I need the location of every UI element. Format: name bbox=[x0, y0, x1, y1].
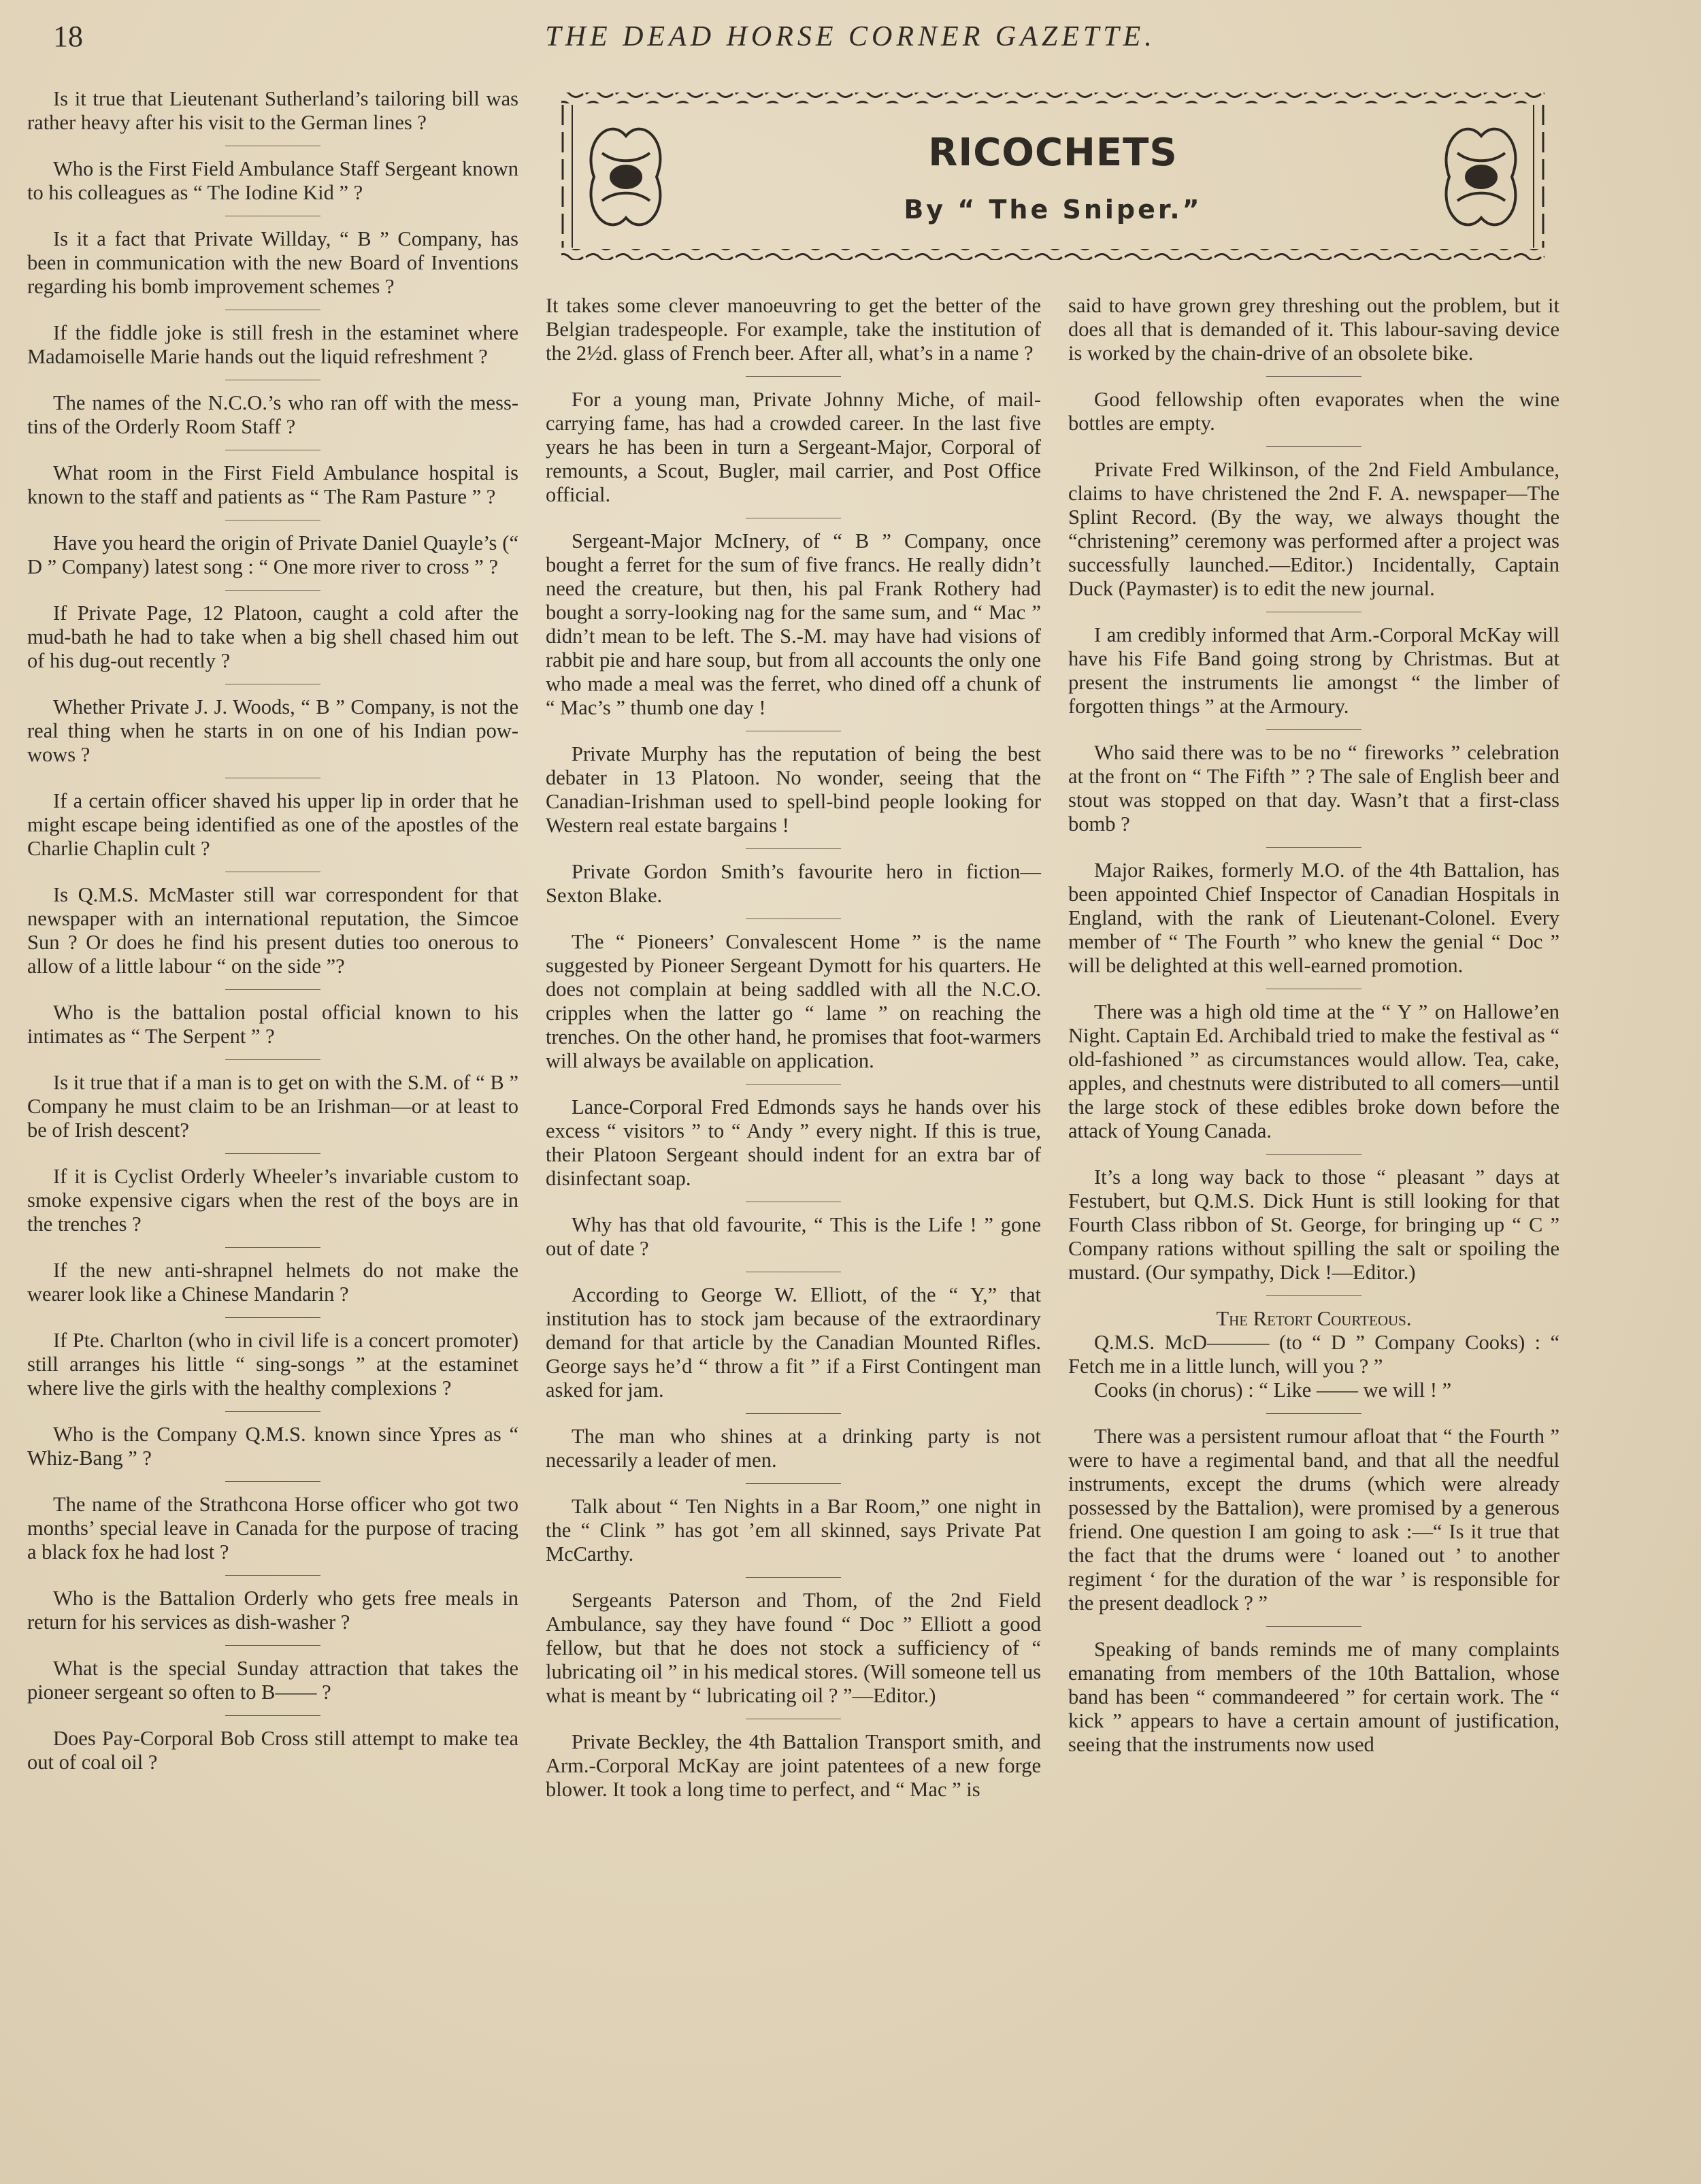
running-title: THE DEAD HORSE CORNER GAZETTE. bbox=[545, 21, 1156, 52]
ricochet-item: Who is the First Field Ambulance Staff Sergeant known to his colleagues as “ The Iodine Kid ” ? bbox=[27, 157, 518, 204]
ricochet-item: Speaking of bands reminds me of many complaints emanating from members of the 10th Battalion, whose band has been “ commandeered ” for certain work. The “ kick ” appears to have a certain amount of justification, seeing that the instruments now used bbox=[1068, 1638, 1559, 1756]
retort-line: Cooks (in chorus) : “ Like —— we will ! ” bbox=[1094, 1378, 1452, 1402]
ornamental-border bbox=[555, 88, 1551, 267]
page-number: 18 bbox=[53, 20, 83, 53]
ricochet-item: Why has that old favourite, “ This is the Life ! ” gone out of date ? bbox=[546, 1213, 1041, 1260]
ricochet-item: If Pte. Charlton (who in civil life is a concert promoter) still arranges his little “ sing-songs ” at the estaminet where live the girls with the healthy complexions ? bbox=[27, 1329, 518, 1400]
ricochet-item: The names of the N.C.O.’s who ran off with the mess-tins of the Orderly Room Staff ? bbox=[27, 391, 518, 438]
ricochet-item: What room in the First Field Ambulance hospital is known to the staff and patients as “ The Ram Pasture ” ? bbox=[27, 461, 518, 508]
column-left bbox=[27, 87, 518, 1774]
retort-heading: The Retort Courteous. bbox=[1216, 1307, 1412, 1330]
ricochet-item: Is it true that if a man is to get on with the S.M. of “ B ” Company he must claim to be an Irishman—or at least to be of Irish descent? bbox=[27, 1071, 518, 1142]
ricochet-item: Who is the battalion postal official known to his intimates as “ The Serpent ” ? bbox=[27, 1001, 518, 1048]
ricochet-item: I am credibly informed that Arm.-Corporal McKay will have his Fife Band going strong by Christmas. But at present the instruments lie amongst “ the limber of forgotten things ” at the Armoury. bbox=[1068, 623, 1559, 718]
ricochet-item: Is it true that Lieutenant Sutherland’s tailoring bill was rather heavy after his visit to the German lines ? bbox=[27, 87, 518, 134]
ricochet-item: If it is Cyclist Orderly Wheeler’s invariable custom to smoke expensive cigars when the rest of the boys are in the trenches ? bbox=[27, 1165, 518, 1236]
ricochet-item: The man who shines at a drinking party is not necessarily a leader of men. bbox=[546, 1425, 1041, 1472]
ricochet-item: Who said there was to be no “ fireworks ” celebration at the front on “ The Fifth ” ? The sale of English beer and stout was stopped on that day. Wasn’t that a first-class bomb ? bbox=[1068, 741, 1559, 835]
ricochet-item: There was a persistent rumour afloat that “ the Fourth ” were to have a regimental band, and that all the needful instruments, except the drums (which were already possessed by the Battalion), were promised by a generous friend. One question I am going to ask :—“ Is it true that the fact that the drums were ‘ loaned out ’ to another regiment ‘ for the duration of the war ’ is responsible for the present deadlock ? ” bbox=[1068, 1425, 1559, 1615]
ricochet-item: Is it a fact that Private Willday, “ B ” Company, has been in communication with the new Board of Inventions regarding his bomb improvement schemes ? bbox=[27, 227, 518, 298]
ricochet-item: Talk about “ Ten Nights in a Bar Room,” one night in the “ Clink ” has got ’em all skinned, says Private Pat McCarthy. bbox=[546, 1495, 1041, 1566]
ricochet-item: What is the special Sunday attraction that takes the pioneer sergeant so often to B—— ? bbox=[27, 1657, 518, 1704]
ricochet-item: The name of the Strathcona Horse officer who got two months’ special leave in Canada for the purpose of tracing a black fox he had lost ? bbox=[27, 1493, 518, 1563]
ricochet-item: The “ Pioneers’ Convalescent Home ” is the name suggested by Pioneer Sergeant Dymott for his quarters. He does not complain at being saddled with all the N.C.O. cripples when the latter go “ lame ” on reaching the trenches. On the other hand, he promises that foot-warmers will always be available on application. bbox=[546, 930, 1041, 1072]
retort-line: Q.M.S. McD——— (to “ D ” Company Cooks) : “ Fetch me in a little lunch, will you ? ” bbox=[1068, 1331, 1559, 1378]
ricochet-item: If Private Page, 12 Platoon, caught a cold after the mud-bath he had to take when a big shell chased him out of his dug-out recently ? bbox=[27, 601, 518, 672]
ricochet-item: Who is the Battalion Orderly who gets free meals in return for his services as dish-washer ? bbox=[27, 1587, 518, 1634]
section-title: RICOCHETS bbox=[928, 131, 1178, 175]
ricochet-item: If a certain officer shaved his upper lip in order that he might escape being identified as one of the apostles of the Charlie Chaplin cult ? bbox=[27, 789, 518, 860]
ricochet-item: Is Q.M.S. McMaster still war correspondent for that newspaper with an international reputation, the Simcoe Sun ? Or does he find his present duties too onerous to allow of a little labour “ on the side ”? bbox=[27, 883, 518, 978]
ricochet-item: Sergeant-Major McInery, of “ B ” Company, once bought a ferret for the sum of five francs. He really didn’t need the creature, but then, his pal Frank Rothery had bought a sorry-looking nag for the same sum, and “ Mac ” didn’t mean to be left. The S.-M. may have had visions of rabbit pie and hare soup, but from all accounts the only one who made a meal was the ferret, who dined off a chunk of “ Mac’s ” thumb one day ! bbox=[546, 529, 1041, 719]
section-byline: By “ The Sniper.” bbox=[904, 195, 1202, 225]
column-middle bbox=[546, 294, 1041, 1802]
ricochet-item: If the fiddle joke is still fresh in the estaminet where Madamoiselle Marie hands out the liquid refreshment ? bbox=[27, 321, 518, 368]
ricochet-item: There was a high old time at the “ Y ” on Hallowe’en Night. Captain Ed. Archibald tried to make the festival as “ old-fashioned ” as circumstances would allow. Tea, cake, apples, and chestnuts were distributed to all comers—until the large stock of these edibles broke down before the attack of Young Canada. bbox=[1068, 1000, 1559, 1142]
ricochet-item: Lance-Corporal Fred Edmonds says he hands over his excess “ visitors ” to “ Andy ” every night. If this is true, their Platoon Sergeant should indent for an extra bar of disinfectant soap. bbox=[546, 1095, 1041, 1190]
ricochet-item: Does Pay-Corporal Bob Cross still attempt to make tea out of coal oil ? bbox=[27, 1727, 518, 1774]
ricochet-item: It’s a long way back to those “ pleasant ” days at Festubert, but Q.M.S. Dick Hunt is still looking for that Fourth Class ribbon of St. George, for bringing up “ C ” Company rations without spilling the salt or spoiling the mustard. (Our sympathy, Dick !—Editor.) bbox=[1068, 1165, 1559, 1284]
ricochet-item: Good fellowship often evaporates when the wine bottles are empty. bbox=[1068, 388, 1559, 435]
ricochet-item: Whether Private J. J. Woods, “ B ” Company, is not the real thing when he starts in on one of his Indian pow-wows ? bbox=[27, 695, 518, 766]
ricochet-item: Major Raikes, formerly M.O. of the 4th Battalion, has been appointed Chief Inspector of Canadian Hospitals in England, with the rank of Lieutenant-Colonel. Every member of “ The Fourth ” who knew the genial “ Doc ” will be delighted at this well-earned promotion. bbox=[1068, 859, 1559, 977]
ricochet-item: According to George W. Elliott, of the “ Y,” that institution has to stock jam because of the extraordinary demand for that article by the Canadian Mounted Rifles. George says he’d “ throw a fit ” if a First Contingent man asked for jam. bbox=[546, 1283, 1041, 1402]
ricochets-banner bbox=[555, 88, 1551, 267]
ricochet-item: Have you heard the origin of Private Daniel Quayle’s (“ D ” Company) latest song : “ One more river to cross ” ? bbox=[27, 531, 518, 578]
ricochet-item: Private Gordon Smith’s favourite hero in fiction—Sexton Blake. bbox=[546, 860, 1041, 907]
column-right bbox=[1068, 294, 1559, 1757]
ricochet-item: Private Murphy has the reputation of being the best debater in 13 Platoon. No wonder, seeing that the Canadian-Irishman used to spell-bind people looking for Western real estate bargains ! bbox=[546, 742, 1041, 837]
ricochet-item: said to have grown grey threshing out the problem, but it does all that is demanded of it. This labour-saving device is worked by the chain-drive of an obsolete bike. bbox=[1068, 294, 1559, 365]
ricochet-item: Who is the Company Q.M.S. known since Ypres as “ Whiz-Bang ” ? bbox=[27, 1423, 518, 1470]
ricochet-item: For a young man, Private Johnny Miche, of mail-carrying fame, has had a crowded career. In the last five years he has been in turn a Sergeant-Major, Corporal of remounts, a Scout, Bugler, mail carrier, and Post Office official. bbox=[546, 388, 1041, 506]
ricochet-item: Private Beckley, the 4th Battalion Transport smith, and Arm.-Corporal McKay are joint patentees of a new forge blower. It took a long time to perfect, and “ Mac ” is bbox=[546, 1730, 1041, 1801]
ricochet-item: It takes some clever manoeuvring to get the better of the Belgian tradespeople. For example, take the institution of the 2½d. glass of French beer. After all, what’s in a name ? bbox=[546, 294, 1041, 365]
ricochet-item: Private Fred Wilkinson, of the 2nd Field Ambulance, claims to have christened the 2nd F. A. newspaper—The Splint Record. (By the way, we always thought the “christening” ceremony was performed after a project was successfully launched.—Editor.) Incidentally, Captain Duck (Paymaster) is to edit the new journal. bbox=[1068, 458, 1559, 600]
ricochet-item: Sergeants Paterson and Thom, of the 2nd Field Ambulance, say they have found “ Doc ” Elliott a good fellow, but that he does not stock a sufficiency of “ lubricating oil ” in his medical stores. (Will someone tell us what is meant by “ lubricating oil ? ”—Editor.) bbox=[546, 1589, 1041, 1707]
ricochet-item: If the new anti-shrapnel helmets do not make the wearer look like a Chinese Mandarin ? bbox=[27, 1259, 518, 1306]
